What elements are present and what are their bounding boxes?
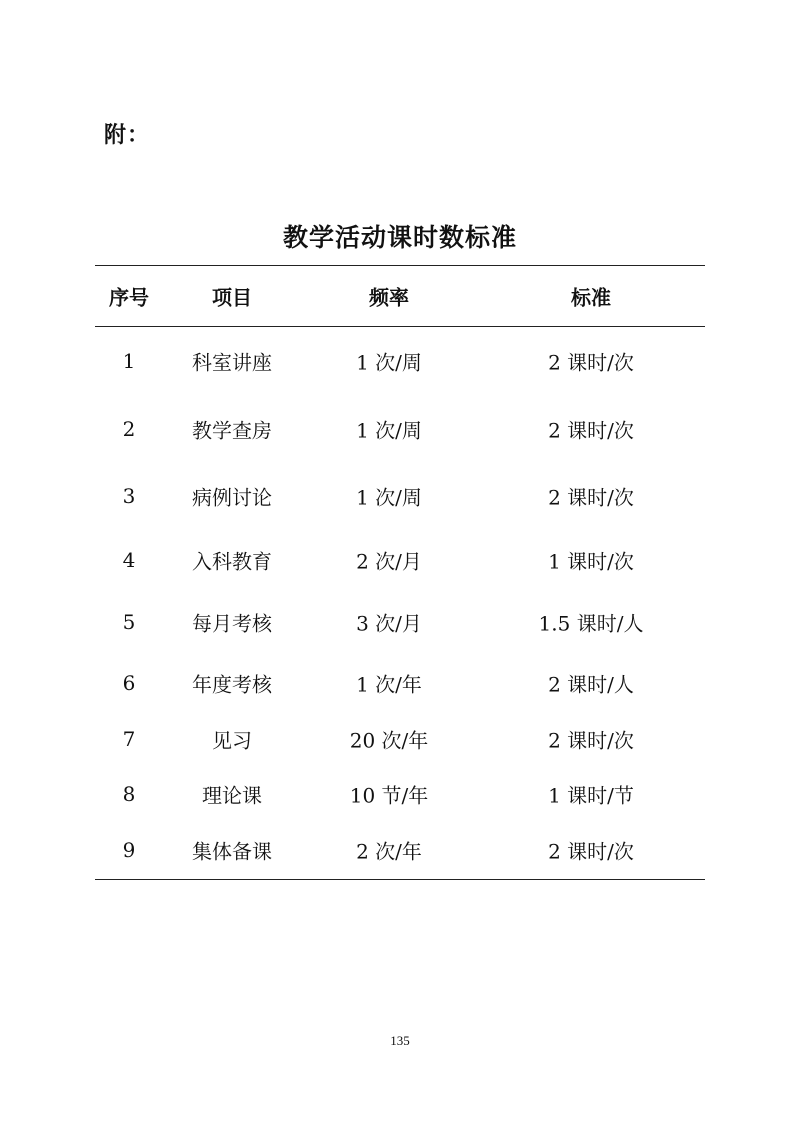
cell-frequency: 10 节/年 (349, 783, 429, 808)
cell-frequency: 1 次/周 (356, 485, 422, 510)
cell-index: 6 (122, 671, 136, 695)
cell-frequency: 1 次/周 (356, 350, 422, 375)
cell-index: 4 (122, 548, 136, 572)
cell-index: 1 (122, 349, 136, 373)
cell-frequency: 1 次/年 (356, 672, 422, 697)
cell-item: 见习 (212, 728, 252, 753)
cell-index: 5 (122, 610, 136, 634)
cell-item: 病例讨论 (192, 485, 272, 510)
cell-index: 7 (122, 727, 136, 751)
cell-item: 理论课 (202, 783, 262, 808)
cell-item: 教学查房 (192, 418, 272, 443)
cell-standard: 1 课时/次 (548, 549, 634, 574)
cell-standard: 2 课时/次 (548, 839, 634, 864)
cell-item: 年度考核 (192, 672, 272, 697)
cell-standard: 2 课时/次 (548, 418, 634, 443)
cell-index: 9 (122, 838, 136, 862)
cell-standard: 2 课时/人 (548, 672, 634, 697)
cell-index: 2 (122, 417, 136, 441)
cell-index: 8 (122, 782, 136, 806)
header-cell-standard: 标准 (571, 285, 611, 310)
cell-item: 科室讲座 (192, 350, 272, 375)
cell-standard: 2 课时/次 (548, 728, 634, 753)
header-cell-item: 项目 (212, 285, 252, 310)
cell-item: 集体备课 (192, 839, 272, 864)
cell-frequency: 2 次/年 (356, 839, 422, 864)
cell-index: 3 (122, 484, 136, 508)
cell-frequency: 20 次/年 (349, 728, 429, 753)
appendix-label: 附： (104, 123, 151, 148)
cell-item: 入科教育 (192, 549, 272, 574)
cell-standard: 1 课时/节 (548, 783, 634, 808)
cell-frequency: 1 次/周 (356, 418, 422, 443)
cell-standard: 2 课时/次 (548, 350, 634, 375)
page-number: 135 (390, 1033, 410, 1048)
cell-standard: 2 课时/次 (548, 485, 634, 510)
header-cell-frequency: 频率 (369, 285, 409, 310)
table-header-rule (95, 326, 705, 327)
cell-standard: 1.5 课时/人 (538, 611, 644, 636)
cell-item: 每月考核 (192, 611, 272, 636)
cell-frequency: 3 次/月 (356, 611, 422, 636)
table-title: 教学活动课时数标准 (282, 223, 517, 252)
cell-frequency: 2 次/月 (356, 549, 422, 574)
header-cell-index: 序号 (109, 285, 149, 310)
table-bottom-rule (95, 879, 705, 880)
table-top-rule (95, 265, 705, 266)
